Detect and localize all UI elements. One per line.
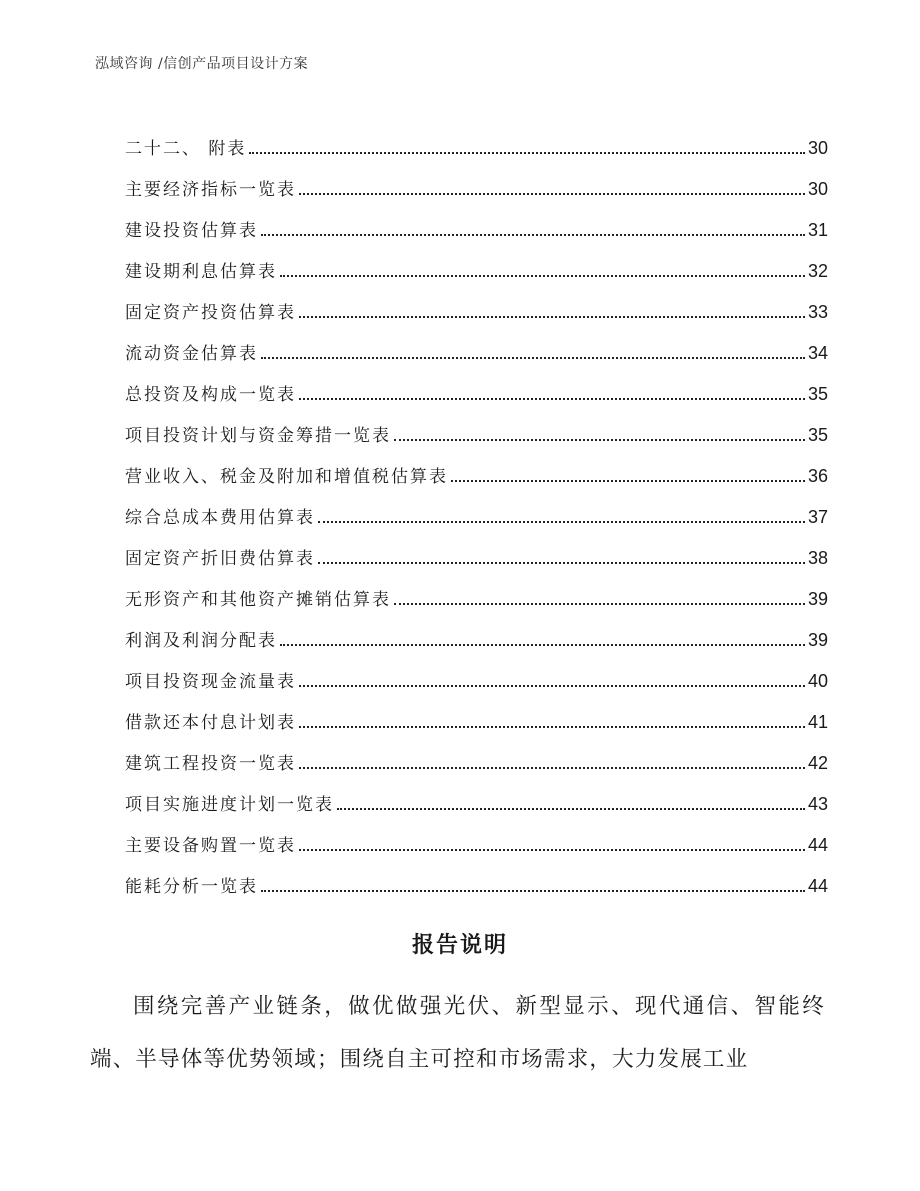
- toc-entry-page-number: 37: [807, 507, 828, 527]
- toc-entry[interactable]: [125, 405, 828, 446]
- toc-entry-label: 利润及利润分配表: [125, 631, 277, 651]
- toc-dot-leader: [261, 234, 805, 236]
- toc-entry-page-number: 30: [807, 179, 828, 199]
- toc-dot-leader: [394, 603, 805, 605]
- toc-dot-leader: [318, 521, 805, 523]
- toc-entry-page-number: 39: [807, 630, 828, 650]
- toc-entry-page-number: 32: [807, 261, 828, 281]
- toc-dot-leader: [299, 685, 805, 687]
- toc-entry-page-number: 38: [807, 548, 828, 568]
- toc-entry-label: 固定资产投资估算表: [125, 303, 296, 323]
- toc-entry[interactable]: [125, 200, 828, 241]
- toc-entry[interactable]: [125, 569, 828, 610]
- toc-entry[interactable]: [125, 487, 828, 528]
- toc-entry-page-number: 35: [807, 384, 828, 404]
- toc-entry-page-number: 35: [807, 425, 828, 445]
- toc-entry-label: 流动资金估算表: [125, 344, 258, 364]
- table-of-contents: [125, 118, 828, 897]
- toc-entry-label: 项目投资计划与资金筹措一览表: [125, 426, 391, 446]
- toc-dot-leader: [261, 890, 805, 892]
- toc-dot-leader: [280, 644, 805, 646]
- toc-dot-leader: [299, 398, 805, 400]
- toc-entry[interactable]: [125, 774, 828, 815]
- toc-entry-page-number: 40: [807, 671, 828, 691]
- toc-entry-label: 营业收入、税金及附加和增值税估算表: [125, 467, 448, 487]
- toc-entry[interactable]: [125, 733, 828, 774]
- toc-entry-label: 项目投资现金流量表: [125, 672, 296, 692]
- toc-entry-page-number: 44: [807, 876, 828, 896]
- toc-entry-label: 综合总成本费用估算表: [125, 508, 315, 528]
- toc-entry-label: 项目实施进度计划一览表: [125, 795, 334, 815]
- toc-entry-page-number: 42: [807, 753, 828, 773]
- toc-entry[interactable]: [125, 651, 828, 692]
- toc-entry[interactable]: [125, 446, 828, 487]
- toc-dot-leader: [280, 275, 805, 277]
- toc-entry-label: 主要设备购置一览表: [125, 836, 296, 856]
- body-paragraph: 围绕完善产业链条，做优做强光伏、新型显示、现代通信、智能终端、半导体等优势领域；围绕自主可控和市场需求，大力发展工业: [90, 994, 825, 1072]
- toc-dot-leader: [318, 562, 805, 564]
- toc-entry-label: 借款还本付息计划表: [125, 713, 296, 733]
- toc-dot-leader: [299, 849, 805, 851]
- toc-entry[interactable]: [125, 528, 828, 569]
- toc-entry-label: 二十二、 附表: [125, 139, 247, 159]
- toc-entry[interactable]: [125, 241, 828, 282]
- toc-dot-leader: [261, 357, 805, 359]
- toc-entry[interactable]: [125, 118, 828, 159]
- page-header: 泓域咨询 /信创产品项目设计方案: [95, 56, 309, 72]
- toc-entry-label: 无形资产和其他资产摊销估算表: [125, 590, 391, 610]
- toc-entry[interactable]: [125, 610, 828, 651]
- toc-entry[interactable]: [125, 159, 828, 200]
- toc-entry-page-number: 43: [807, 794, 828, 814]
- toc-entry-label: 建设投资估算表: [125, 221, 258, 241]
- toc-entry-page-number: 36: [807, 466, 828, 486]
- toc-dot-leader: [249, 152, 805, 154]
- toc-dot-leader: [337, 808, 805, 810]
- toc-entry-page-number: 44: [807, 835, 828, 855]
- toc-entry-label: 主要经济指标一览表: [125, 180, 296, 200]
- header-divider: [90, 80, 830, 81]
- toc-entry-label: 总投资及构成一览表: [125, 385, 296, 405]
- toc-entry-page-number: 33: [807, 302, 828, 322]
- toc-entry-page-number: 31: [807, 220, 828, 240]
- toc-entry-label: 固定资产折旧费估算表: [125, 549, 315, 569]
- toc-entry[interactable]: [125, 856, 828, 897]
- toc-entry[interactable]: [125, 323, 828, 364]
- toc-dot-leader: [299, 726, 805, 728]
- toc-dot-leader: [299, 193, 805, 195]
- toc-dot-leader: [394, 439, 805, 441]
- toc-entry-page-number: 39: [807, 589, 828, 609]
- toc-dot-leader: [299, 316, 805, 318]
- toc-entry-page-number: 34: [807, 343, 828, 363]
- toc-entry-label: 建设期利息估算表: [125, 262, 277, 282]
- toc-entry-page-number: 30: [807, 138, 828, 158]
- toc-dot-leader: [299, 767, 805, 769]
- toc-entry[interactable]: [125, 364, 828, 405]
- toc-entry[interactable]: [125, 692, 828, 733]
- toc-entry-label: 建筑工程投资一览表: [125, 754, 296, 774]
- toc-entry[interactable]: [125, 282, 828, 323]
- toc-entry-label: 能耗分析一览表: [125, 877, 258, 897]
- toc-entry-page-number: 41: [807, 712, 828, 732]
- toc-entry[interactable]: [125, 815, 828, 856]
- section-title: 报告说明: [411, 932, 508, 958]
- toc-dot-leader: [451, 480, 805, 482]
